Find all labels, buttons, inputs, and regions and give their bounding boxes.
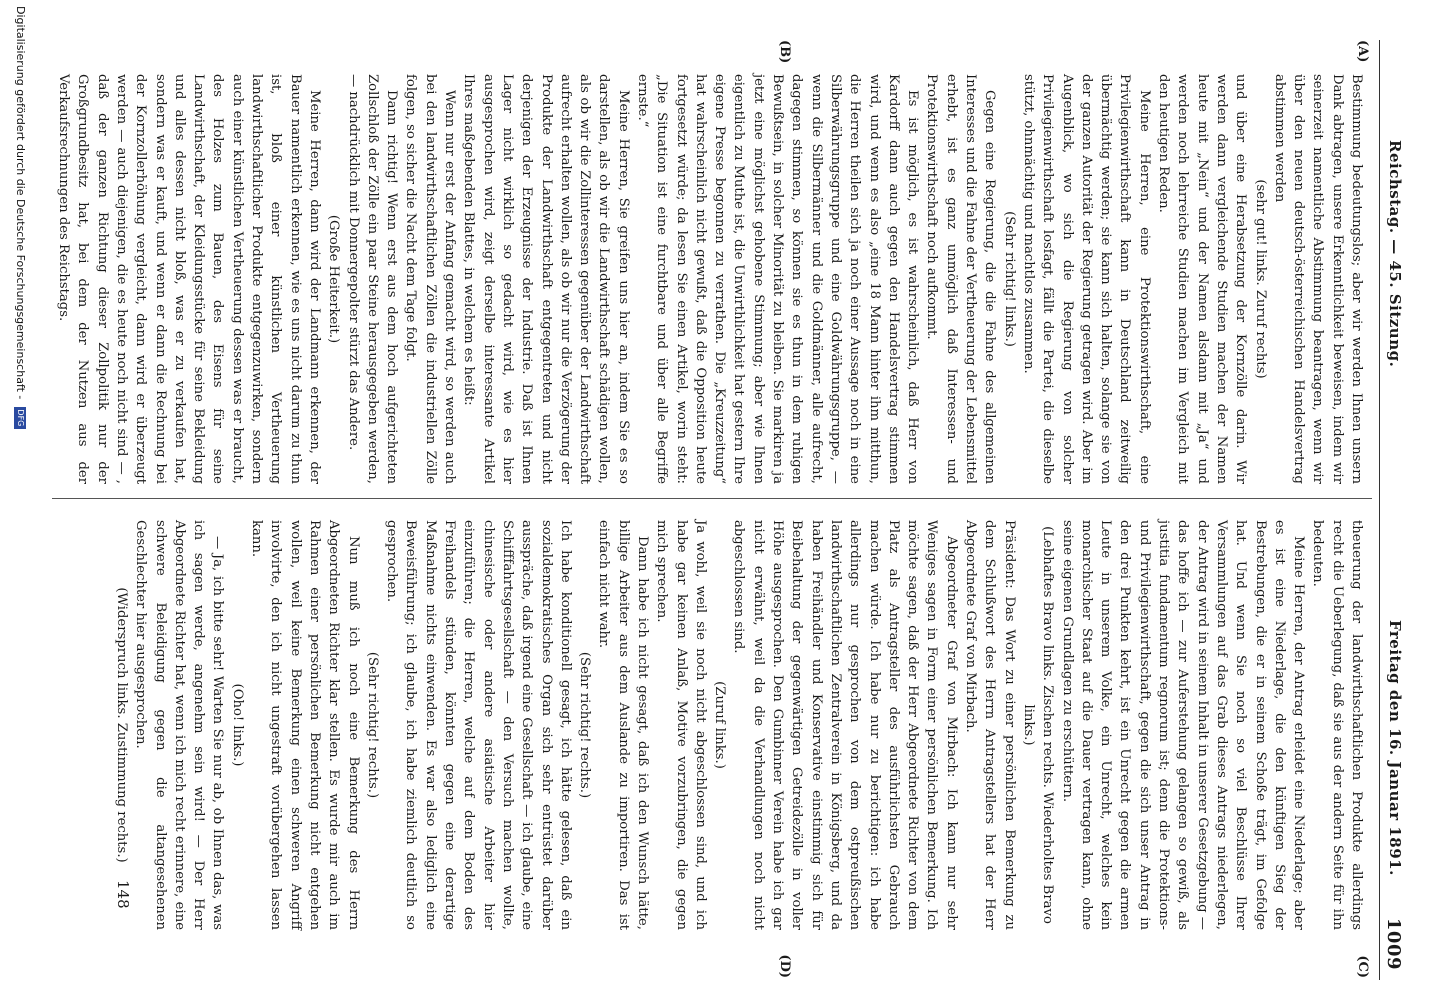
right-column bbox=[112, 520, 1366, 930]
col-right-paragraph: (Zuruf links.) bbox=[712, 681, 728, 769]
col-right-paragraph: (Sehr richtig! rechts.) bbox=[364, 651, 380, 799]
margin-marker-c: (C) bbox=[1355, 955, 1370, 978]
left-column bbox=[54, 74, 1366, 484]
col-right-paragraph: — Ja, ich bitte sehr! Warten Sie nur ab, ob Ihnen das, was ich sagen werde, angenehm sein wird! — Der Herr Abgeordnete Richter hat, wenn ich mich recht erinnere, eine schwere Beleidigung gegen die altangesehenen Geschlechter hier ausgesprochen. bbox=[133, 520, 226, 930]
col-left-paragraph: Bestimmung bedeutungslos; aber wir werden Ihnen unsern Dank abtragen, unsere Erkenntlichkeit beweisen, indem wir seinerzeit namentliche Abstimmung beantragen, wenn wir über den neuen deutsch-österreichischen Handelsvertrag abstimmen werden bbox=[1271, 74, 1364, 484]
col-left-paragraph: Wenn nur erst der Anfang gemacht wird, so werden auch bei den landwirthschaftlichen Zöllen die industriellen Zölle folgen, so sicher die Nacht dem Tage folgt. bbox=[403, 74, 458, 484]
col-left-paragraph: Es ist möglich, es ist wahrscheinlich, daß Herr von Kardorff dann auch gegen den Handelsvertrag stimmen wird, und wenn es also „eine 18 Mann hinter ihm mitthun, die Herren theilen sich ja noch einer Aussage noch in eine Silberwährungsgruppe und eine Goldwährungsgruppe, — wenn die Silbermänner und die Goldmänner, alle aufrecht, dagegen stimmen, so können sie es thun in dem ruhigen Bewußtsein, in solcher Minorität zu bleiben. Sie markiren ja jetzt eine möglichst gehobene Stimmung; aber wie Ihnen eigentlich zu Muthe ist, die Unwirthlichkeit hat gestern Ihre eigene Presse begonnen zu verrathen. Die „Kreuzzeitung“ hat wahrscheinlich nicht gewußt, daß die Opposition heute fortgesetzt würde; da lesen Sie einen Artikel, worin steht: „Die Situation ist eine furchtbare und über alle Begriffe ernste.“ bbox=[635, 74, 921, 484]
column-divider bbox=[52, 498, 1372, 499]
col-left-paragraph: (sehr gut! links. Zuruf rechts) bbox=[1252, 179, 1268, 379]
col-right-paragraph: (Sehr richtig! rechts.) bbox=[577, 651, 593, 799]
page-footer-number: 148 bbox=[114, 880, 132, 909]
col-left-paragraph: Meine Herren, dann wird der Landmann erkennen, der Bauer namentlich erkennen, wie es uns nicht darum zu thun ist, bloß einer künstlichen Vertheuerung landwirthschaftlicher Produkte entgegenzuwirken, sondern auch einer künstlichen Vertheuerung dessen was er braucht, des Holzes zum Bauen, des Eisens für seine Landwirthschaft, der Kleidungsstücke für seine Bekleidung und alles dessen nicht bloß, was er zu verkaufen hat, sondern was er kauft, und wenn er dann die Rechnung bei der Kornzollerhöhung vergleicht, dann wird er überzeugt werden — auch diejenigen, die es heute noch nicht sind — , daß der ganzen Richtung dieser Zollpolitik nur der Großgrundbesitz hat, bei dem der Nutzen aus der Verkaufsrechnungen des Reichstags. bbox=[56, 74, 322, 484]
col-left-paragraph: Meine Herren, eine Protektionswirthschaft, eine Privilegienwirthschaft kann in Deutschland zeitweilig übermächtig werden; sie kann sich halten, solange sie von der ganzen Autorität der Regierung getragen wird. Aber im Augenblick, wo sich die Regierung von solcher Privilegienwirthschaft losfagt, fällt die Partei, die dieselbe stützt, ohnmächtig und machtlos zusammen. bbox=[1020, 74, 1152, 484]
col-right-paragraph: Präsident: Das Wort zu einer persönlichen Bemerkung zu dem Schlußwort des Herrn Antragstellers hat der Herr Abgeordnete Graf von Mirbach. bbox=[963, 520, 1017, 930]
margin-marker-b: (B) bbox=[777, 40, 792, 64]
col-right-paragraph: Nun muß ich noch eine Bemerkung des Herrn Abgeordneten Richter klar stellen. Es wurde mir auch im Rahmen einer persönlichen Bemerkung nicht entgehen wollen, weil keine Bemerkung einen schweren Angriff involvirte, den ich nicht ungestraft vorübergehen lassen kann. bbox=[249, 520, 361, 930]
col-left-paragraph: (Große Heiterkeit.) bbox=[326, 214, 342, 344]
col-right-paragraph: Ich habe konditionell gesagt, ich hätte gelesen, daß ein sozialdemokratisches Organ sich sehr entrüstet darüber ausspräche, daß irgend eine Gesellschaft — ich glaube, eine Schifffahrtsgesellschaft — den Versuch machen wollte, chinesische oder andere asiatische Arbeiter hier einzuführen; die Herren, welche auf dem Boden des Freihandels stünden, könnten gegen eine derartige Maßnahme nichts einwenden. Es war also lediglich eine Beweisführung; ich glaube, ich habe ziemlich deutlich so gesprochen. bbox=[384, 520, 573, 930]
col-left-paragraph: Gegen eine Regierung, die die Fahne des allgemeinen Interesses und die Fahne der Vertheuerung der Lebensmittel erhebt, ist es ganz unmöglich daß Interessen- und Protektionswirthschaft noch aufkommt. bbox=[924, 74, 998, 484]
col-right-paragraph: Meine Herren, der Antrag erleidet eine Niederlage; aber es ist eine Niederlage, die den künftigen Sieg der Bestrebungen, die er in seinem Schoße trägt, im Gefolge hat. Und wenn Sie noch so viel Beschlüsse Ihrer Versammlungen auf das Grab dieses Antrags niederlegen, der Antrag wird in seinem Inhalt in unserer Gesetzgebung — das hoffe ich — zur Auferstehung gelangen so gewiß, als justitia fundamentum regnorum ist; denn die Protektions- und Privilegienwirthschaft, gegen die sich unser Antrag in den drei Punkten kehrt, ist ein Unrecht gegen die armen Leute in unserem Volke, ein Unrecht, welches kein monarchischer Staat auf die Dauer vertragen kann, ohne seine eigenen Grundlagen zu erschüttern. bbox=[1059, 520, 1307, 930]
col-left-paragraph: und über eine Herabsetzung der Kornzölle darin. Wir werden dann vergleichende Studien machen der Namen heute mit „Nein“ und der Namen alsdann mit „Ja“ und werden noch lehrreiche Studien machen im Vergleich mit den heutigen Reden. bbox=[1156, 74, 1249, 484]
margin-marker-d: (D) bbox=[777, 954, 792, 978]
col-right-paragraph: (Oho! links.) bbox=[229, 683, 245, 767]
col-right-paragraph: Abgeordneter Graf von Mirbach: Ich kann nur sehr Weniges sagen in Form einer persönlichen Bemerkung. Ich möchte sagen, daß der Herr Abgeordnete Richter von dem Platz als Antragsteller des ausführlichsten Gebrauch machen würde. Ich habe nur zu berichtigen: ich habe allerdings nur gesprochen von dem ostpreußischen landwirthschaftlichen Zentralverein in Königsberg, und da haben Freihändler und Konservative einstimmig sich für Beibehaltung der gegenwärtigen Getreidezölle in voller Höhe ausgesprochen. Den Gumbinner Verein habe ich gar nicht erwähnt, weil da die Verhandlungen noch nicht abgeschlossen sind. bbox=[731, 520, 959, 930]
header-rule bbox=[1379, 40, 1380, 980]
header-page-number: 1009 bbox=[1383, 917, 1404, 970]
digitization-footer bbox=[14, 0, 27, 1006]
col-right-paragraph: (Lebhaftes Bravo links. Zischen rechts. Wiederholtes Bravo links.) bbox=[1020, 526, 1056, 924]
col-right-paragraph: theuerung der landwirthschaftlichen Produkte allerdings recht die Ueberlegung, daß sie aus der andern Seite für ihn bedeuten. bbox=[1310, 520, 1364, 930]
col-left-paragraph: Dann richtig! Wenn erst aus dem hoch aufgerichteten Zollschloß der Zölle ein paar Steine herausgegeben werden, — nachdrücklich mit Donnergepolter stürzt das Andere. bbox=[345, 74, 400, 484]
header-left: Reichstag. — 45. Sitzung. bbox=[1386, 140, 1404, 368]
header-right: Freitag den 16. Januar 1891. bbox=[1386, 620, 1404, 876]
col-right-paragraph: Ja wohl, weil sie noch nicht abgeschlossen sind, und ich habe gar keinen Anlaß, Motive vorzubringen, die gegen mich sprechen. bbox=[654, 520, 708, 930]
footer-text: Digitalisierung gefördert durch die Deutsche Forschungsgemeinschaft - bbox=[14, 6, 27, 400]
col-left-paragraph: Meine Herren, Sie greifen uns hier an, indem Sie es so darstellen, als ob wir die Landwirthschaft schädigen wollen, als ob wir die Zollinteressen gegenüber der Landwirthschaft aufrecht erhalten wollen, als ob wir nur die Verzögerung der Produkte der Landwirthschaft entgegentreten und nicht derjenigen der Erzeugnisse der Industrie. Daß ist Ihnen Lager nicht wirklich so gedacht wird, wie es hier ausgesprochen wird, zeigt derselbe interessante Artikel Ihres maßgebenden Blattes, in welchem es heißt: bbox=[461, 74, 631, 484]
col-left-paragraph: (Sehr richtig! links.) bbox=[1001, 211, 1017, 347]
col-right-paragraph: Dann habe ich nicht gesagt, daß ich den Wunsch hätte, billige Arbeiter aus dem Auslande zu importiren. Das ist einfach nicht wahr. bbox=[596, 520, 651, 930]
margin-marker-a: (A) bbox=[1355, 40, 1370, 63]
dfg-logo: DFG bbox=[14, 407, 26, 429]
col-right-paragraph: (Widerspruch links. Zustimmung rechts.) bbox=[114, 587, 129, 863]
